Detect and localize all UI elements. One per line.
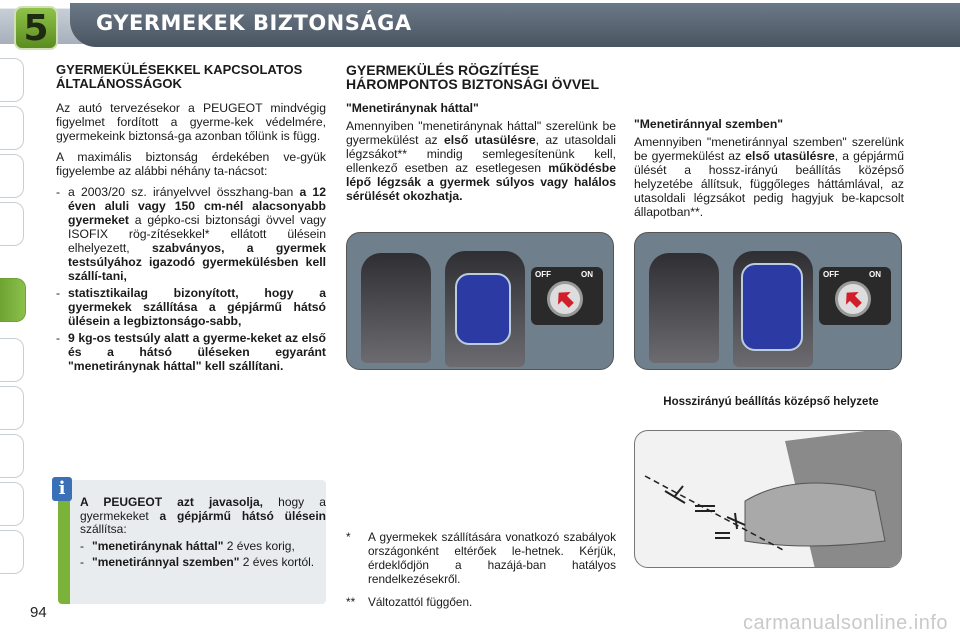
side-tab-10[interactable]: [0, 530, 24, 574]
side-tab-3[interactable]: [0, 154, 24, 198]
side-tab-9[interactable]: [0, 482, 24, 526]
forward-facing-subheading: "Menetiránnyal szemben": [634, 117, 784, 131]
general-paragraph-2: A maximális biztonság érdekében ve-gyük figyelembe az alábbi néhány ta-nácsot:: [56, 150, 326, 178]
side-tab-7[interactable]: [0, 386, 24, 430]
rear-facing-child-seat-image: [346, 232, 614, 370]
general-paragraph-1: Az autó tervezésekor a PEUGEOT mindvégig figyelmet fordított a gyerme-kek védelmére, gyermekeink biztonsá-ga azonban tőlünk is függ.: [56, 101, 326, 143]
seat-rail-drawing: [635, 431, 902, 568]
footnote-1: * A gyermekek szállítására vonatkozó szabályok országonként eltérőek le-hetnek. Kérjük, érdeklődjön a hazájá-ban hatályos rendelkezésekről.: [346, 530, 616, 586]
side-tab-5-active[interactable]: [0, 278, 26, 322]
side-tab-6[interactable]: [0, 338, 24, 382]
list-item: - statisztikailag bizonyított, hogy a gyermekek szállítása a gépjármű hátsó ülésein a legbiztonságo-sabb,: [56, 286, 326, 328]
page-number: 94: [30, 604, 47, 621]
watermark: carmanualsonline.info: [742, 612, 948, 634]
general-heading: GYERMEKÜLÉSEKKEL KAPCSOLATOS ÁLTALÁNOSSÁGOK: [56, 62, 303, 91]
recommendation-info-box: [58, 480, 326, 604]
general-section: [56, 63, 326, 376]
driver-seat-shape: [649, 253, 719, 363]
forward-facing-paragraph: Amennyiben "menetiránnyal szemben" szerelünk be gyermekülést az első utasülésre, a gépjármű ülését a hossz-irányú beállítás középső helyzetébe állítsuk, függőleges háttámlával, az utasoldali légzsákot pedig hagyjuk be-kapcsolt állapotban**.: [634, 135, 904, 219]
driver-seat-shape: [361, 253, 431, 363]
footnotes: [346, 530, 616, 618]
list-item: - a 2003/20 sz. irányelvvel összhang-ban a 12 éven aluli vagy 150 cm-nél alacsonyabb gyermeket a gépko-csi biztonsági övvel vagy ISOFIX rög-zítésekkel* ellátott ülésein elhelyezett, szabványos, a gyermek testsúlyához igazodó gyermekülésben kell szállí-tani,: [56, 185, 326, 283]
seat-longitudinal-adjustment-image: [634, 430, 902, 568]
page-title: GYERMEKEK BIZTONSÁGA: [96, 11, 412, 35]
belt-heading: GYERMEKÜLÉS RÖGZÍTÉSE HÁROMPONTOS BIZTONSÁGI ÖVVEL: [346, 62, 600, 92]
side-tab-2[interactable]: [0, 106, 24, 150]
seat-position-caption: Hosszirányú beállítás középső helyzete: [663, 396, 879, 408]
three-point-belt-section: [346, 63, 616, 210]
rear-facing-subheading: "Menetiránynak háttal": [346, 101, 479, 115]
list-item: - "menetiránynak háttal" 2 éves korig,: [80, 538, 295, 553]
side-tab-1[interactable]: [0, 58, 24, 102]
forward-facing-section: [634, 117, 904, 226]
side-tab-4[interactable]: [0, 202, 24, 246]
child-seat-shape: [741, 263, 803, 351]
info-content: [80, 496, 326, 573]
chapter-number-badge: 5: [14, 6, 58, 50]
page-header: [0, 0, 960, 48]
child-seat-shape: [455, 273, 511, 345]
info-paragraph: A PEUGEOT azt javasolja, hogy a gyermekeket a gépjármű hátsó ülésein szállítsa:: [80, 495, 326, 536]
list-item: - "menetiránnyal szemben" 2 éves kortól.: [80, 555, 315, 569]
side-tab-8[interactable]: [0, 434, 24, 478]
rear-facing-paragraph: Amennyiben "menetiránynak háttal" szerelünk be gyermekülést az első utasülésre, az utasoldali légzsákot** mindig semlegesítenünk kell, ellenkező esetben az esetlegesen működésbe lépő légzsák a gyermek súlyos vagy halálos sérülését okozhatja.: [346, 119, 617, 203]
airbag-switch-panel: OFF ON: [531, 267, 603, 325]
forward-facing-child-seat-image: [634, 232, 902, 370]
info-icon: i: [52, 477, 72, 501]
airbag-switch-panel: OFF ON: [819, 267, 891, 325]
chapter-side-tabs: [0, 48, 24, 608]
list-item: - 9 kg-os testsúly alatt a gyerme-keket az első és a hátsó üléseken egyaránt "menetiránynak háttal" kell szállítani.: [56, 331, 326, 373]
footnote-2: ** Változattól függően.: [346, 595, 473, 609]
